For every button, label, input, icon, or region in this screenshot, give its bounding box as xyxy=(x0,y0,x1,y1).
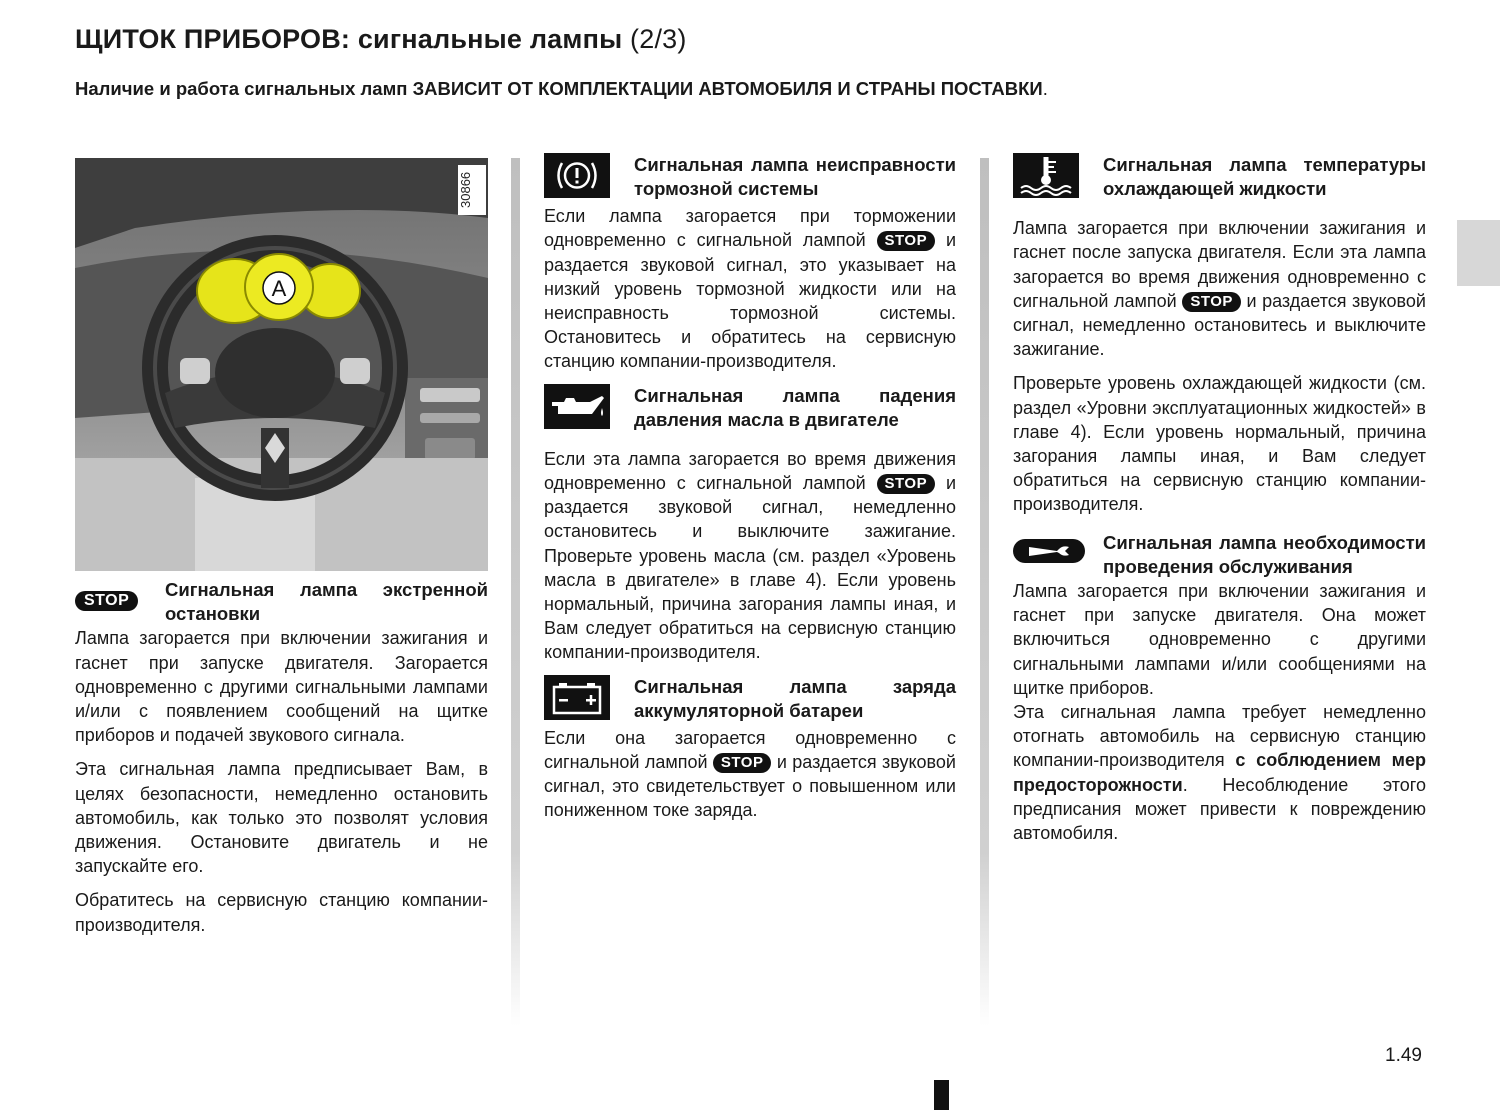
page-title xyxy=(75,24,687,55)
column-3 xyxy=(1013,153,1426,845)
stop-icon: STOP xyxy=(713,753,772,773)
battery-text: Если она загорается одновременно с сигнальной лампой STOP и раздается звуковой сигнал, это свидетельствует о повышенном или пониженном токе заряда. xyxy=(544,727,956,821)
title-sub: сигнальные лампы xyxy=(357,24,623,54)
column-2 xyxy=(544,153,956,823)
battery-icon xyxy=(544,675,634,726)
service-p2: Эта сигнальная лампа требует немедленно отогнать автомобиль на сервисную станцию компании-производителя с соблюдением мер предосторожности. Несоблюдение этого предписания может привести к повреждению автомобиля. xyxy=(1013,702,1426,844)
stop-icon: STOP xyxy=(75,578,165,612)
emergency-stop-heading-text: Сигнальная лампа экстренной остановки xyxy=(165,579,488,625)
page-edge-mark xyxy=(934,1080,949,1110)
title-main: ЩИТОК ПРИБОРОВ xyxy=(75,24,341,54)
stop-icon: STOP xyxy=(877,231,936,251)
title-separator: : xyxy=(340,24,351,54)
figure-callout: A xyxy=(271,276,287,301)
brake-warning-heading-text: Сигнальная лампа неисправности тормозной системы xyxy=(634,154,956,200)
emergency-stop-p3: Обратитесь на сервисную станцию компании-производителя. xyxy=(75,890,488,935)
stop-icon: STOP xyxy=(1182,292,1241,312)
brake-warning-heading xyxy=(544,153,956,204)
coolant-p2: Проверьте уровень охлаждающей жидкости (см. раздел «Уровни эксплуатационных жидкостей» в главе 4). Если уровень нормальный, причина загорания лампы иная, и Вам следует обратиться на сервисную станцию компании-производителя. xyxy=(1013,373,1426,515)
wrench-icon xyxy=(1013,531,1103,577)
service-heading xyxy=(1013,531,1426,579)
emergency-stop-heading xyxy=(75,578,488,626)
coolant-temperature-icon xyxy=(1013,153,1103,204)
oil-can-icon xyxy=(544,384,634,435)
column-divider-2 xyxy=(980,158,989,1026)
page-number: 1.49 xyxy=(1385,1045,1422,1066)
oil-pressure-heading-text: Сигнальная лампа падения давления масла в двигателе xyxy=(634,384,956,430)
oil-pressure-heading xyxy=(544,384,956,435)
coolant-text: Лампа загорается при включении зажигания и гаснет после запуска двигателя. Если эта лампа загорается во время движения одновременно с сигнальной лампой STOP и раздается звуковой сигнал, немедленно остановитесь и выключите зажигание. xyxy=(1013,218,1426,360)
chapter-tab xyxy=(1457,220,1500,286)
service-precaution: с соблюдением мер предосторожности xyxy=(1013,750,1426,795)
subtitle-end: . xyxy=(1042,78,1048,99)
figure-ref-number: 30866 xyxy=(458,165,486,215)
service-heading-text: Сигнальная лампа необходимости проведения обслуживания xyxy=(1103,531,1426,577)
dashboard-illustration xyxy=(75,158,488,571)
coolant-heading xyxy=(1013,153,1426,204)
emergency-stop-p2: Эта сигнальная лампа предписывает Вам, в целях безопасности, немедленно остановить автомобиль, как только это позволят условия движения. Остановите двигатель и не запускайте его. xyxy=(75,759,488,877)
stop-icon: STOP xyxy=(877,474,936,494)
page-subtitle xyxy=(75,78,1048,100)
oil-pressure-text: Если эта лампа загорается во время движения одновременно с сигнальной лампой STOP и раздается звуковой сигнал, немедленно остановитесь и выключите зажигание. Проверьте уровень масла (см. раздел «Уровень масла в двигателе» в главе 4). Если уровень нормальный, причина загорания лампы иная, и Вам следует обратиться на сервисную станцию компании-производителя. xyxy=(544,448,956,663)
battery-heading xyxy=(544,675,956,726)
dashboard-photo xyxy=(75,158,488,571)
title-page: (2/3) xyxy=(630,24,687,54)
brake-warning-text: Если лампа загорается при торможении одновременно с сигнальной лампой STOP и раздается звуковой сигнал, это указывает на низкий уровень тормозной жидкости или на неисправность тормозной системы. Остановитесь и обратитесь на сервисную станцию компании-производителя. xyxy=(544,206,956,372)
battery-heading-text: Сигнальная лампа заряда аккумуляторной батареи xyxy=(634,675,956,721)
emergency-stop-p1: Лампа загорается при включении зажигания и гаснет при запуске двигателя. Загорается одновременно с другими сигнальными лампами и/или с появлением сообщений на щитке приборов и подачей звукового сигнала. xyxy=(75,628,488,746)
subtitle-bold: ЗАВИСИТ ОТ КОМПЛЕКТАЦИИ АВТОМОБИЛЯ И СТРАНЫ ПОСТАВКИ xyxy=(412,78,1043,99)
column-1 xyxy=(75,578,488,937)
brake-warning-icon xyxy=(544,153,634,204)
coolant-heading-text: Сигнальная лампа температуры охлаждающей жидкости xyxy=(1103,154,1426,200)
service-p1: Лампа загорается при включении зажигания и гаснет при запуске двигателя. Она может включиться одновременно с другими сигнальными лампами и/или сообщениями на щитке приборов. xyxy=(1013,581,1426,698)
column-divider-1 xyxy=(511,158,520,1026)
subtitle-plain: Наличие и работа сигнальных ламп xyxy=(75,78,408,99)
